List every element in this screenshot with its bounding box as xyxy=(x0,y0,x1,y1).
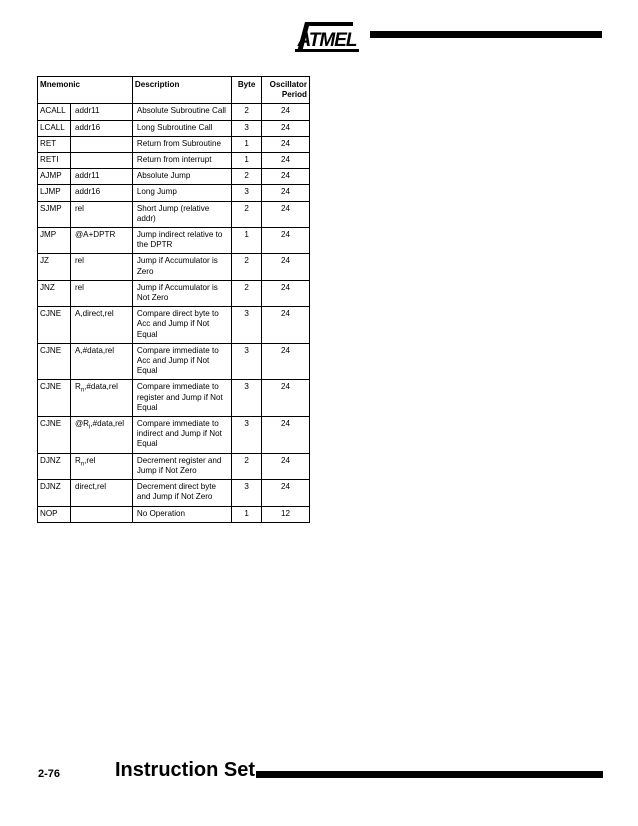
cell-byte: 1 xyxy=(232,506,262,522)
cell-operand: A,direct,rel xyxy=(70,307,132,344)
table-header-row xyxy=(38,77,310,104)
cell-oscillator-period: 24 xyxy=(262,228,310,254)
cell-oscillator-period: 24 xyxy=(262,185,310,201)
cell-byte: 2 xyxy=(232,104,262,120)
cell-description: Compare immediate to indirect and Jump if Not Equal xyxy=(132,417,231,454)
table-row xyxy=(38,169,310,185)
cell-oscillator-period: 24 xyxy=(262,254,310,280)
cell-oscillator-period: 24 xyxy=(262,169,310,185)
cell-byte: 3 xyxy=(232,417,262,454)
cell-mnemonic: JZ xyxy=(38,254,71,280)
table-row xyxy=(38,254,310,280)
cell-mnemonic: ACALL xyxy=(38,104,71,120)
cell-oscillator-period: 12 xyxy=(262,506,310,522)
cell-operand: addr16 xyxy=(70,185,132,201)
cell-byte: 1 xyxy=(232,228,262,254)
header-rule xyxy=(370,31,602,38)
cell-oscillator-period: 24 xyxy=(262,480,310,506)
cell-description: Compare immediate to register and Jump if Not Equal xyxy=(132,380,231,417)
cell-mnemonic: AJMP xyxy=(38,169,71,185)
operand-prefix: @R xyxy=(74,419,90,429)
table-row xyxy=(38,185,310,201)
table-row xyxy=(38,136,310,152)
cell-oscillator-period: 24 xyxy=(262,153,310,169)
cell-description: Long Subroutine Call xyxy=(132,120,231,136)
cell-operand xyxy=(70,380,132,417)
operand-prefix: R xyxy=(74,455,81,465)
table-row xyxy=(38,380,310,417)
cell-byte: 2 xyxy=(232,201,262,227)
cell-oscillator-period: 24 xyxy=(262,120,310,136)
cell-operand: addr16 xyxy=(70,120,132,136)
header-byte: Byte xyxy=(232,77,262,104)
operand-prefix: R xyxy=(74,382,81,392)
cell-byte: 3 xyxy=(232,343,262,380)
cell-oscillator-period: 24 xyxy=(262,280,310,306)
cell-oscillator-period: 24 xyxy=(262,307,310,344)
cell-operand xyxy=(70,417,132,454)
cell-mnemonic: RETI xyxy=(38,153,71,169)
table-body xyxy=(38,104,310,522)
cell-operand xyxy=(70,153,132,169)
cell-operand: @A+DPTR xyxy=(70,228,132,254)
operand-suffix: ,rel xyxy=(84,455,96,465)
cell-description: Compare immediate to Acc and Jump if Not Equal xyxy=(132,343,231,380)
cell-mnemonic: LCALL xyxy=(38,120,71,136)
table-row xyxy=(38,201,310,227)
table-row xyxy=(38,104,310,120)
footer-title: Instruction Set xyxy=(115,759,256,781)
footer-rule xyxy=(256,771,603,778)
cell-oscillator-period: 24 xyxy=(262,417,310,454)
cell-mnemonic: DJNZ xyxy=(38,453,71,479)
cell-operand: addr11 xyxy=(70,169,132,185)
table-row xyxy=(38,343,310,380)
cell-description: Return from interrupt xyxy=(132,153,231,169)
cell-mnemonic: SJMP xyxy=(38,201,71,227)
cell-byte: 3 xyxy=(232,185,262,201)
cell-operand: direct,rel xyxy=(70,480,132,506)
instruction-table xyxy=(37,76,310,523)
header-oscillator-period xyxy=(262,77,310,104)
header-description: Description xyxy=(132,77,231,104)
header-mnemonic: Mnemonic xyxy=(38,77,133,104)
cell-byte: 3 xyxy=(232,120,262,136)
cell-operand: rel xyxy=(70,254,132,280)
cell-description: Jump indirect relative to the DPTR xyxy=(132,228,231,254)
cell-oscillator-period: 24 xyxy=(262,453,310,479)
cell-description: Decrement register and Jump if Not Zero xyxy=(132,453,231,479)
operand-subscript: n xyxy=(80,461,85,468)
cell-byte: 3 xyxy=(232,380,262,417)
cell-description: Absolute Jump xyxy=(132,169,231,185)
cell-description: Return from Subroutine xyxy=(132,136,231,152)
cell-operand xyxy=(70,506,132,522)
cell-oscillator-period: 24 xyxy=(262,136,310,152)
operand-suffix: ,#data,rel xyxy=(84,382,118,392)
cell-byte: 1 xyxy=(232,136,262,152)
atmel-logo xyxy=(293,18,361,54)
table-row xyxy=(38,453,310,479)
cell-oscillator-period: 24 xyxy=(262,380,310,417)
cell-description: Decrement direct byte and Jump if Not Zero xyxy=(132,480,231,506)
cell-byte: 3 xyxy=(232,480,262,506)
table-row xyxy=(38,506,310,522)
cell-description: No Operation xyxy=(132,506,231,522)
operand-suffix: ,#data,rel xyxy=(90,419,125,429)
header-osc-line1: Oscillator xyxy=(269,80,307,89)
cell-mnemonic: CJNE xyxy=(38,417,71,454)
page-number: 2-76 xyxy=(38,768,61,780)
cell-mnemonic: LJMP xyxy=(38,185,71,201)
cell-mnemonic: DJNZ xyxy=(38,480,71,506)
cell-description: Jump if Accumulator is Zero xyxy=(132,254,231,280)
table-row xyxy=(38,120,310,136)
cell-mnemonic: CJNE xyxy=(38,343,71,380)
table-row xyxy=(38,480,310,506)
logo-text: ATMEL xyxy=(297,30,357,51)
cell-byte: 1 xyxy=(232,153,262,169)
cell-byte: 2 xyxy=(232,169,262,185)
cell-mnemonic: JNZ xyxy=(38,280,71,306)
cell-description: Short Jump (relative addr) xyxy=(132,201,231,227)
table-row xyxy=(38,228,310,254)
cell-operand xyxy=(70,453,132,479)
cell-operand: addr11 xyxy=(70,104,132,120)
cell-operand: rel xyxy=(70,280,132,306)
cell-mnemonic: NOP xyxy=(38,506,71,522)
cell-byte: 2 xyxy=(232,254,262,280)
cell-description: Jump if Accumulator is Not Zero xyxy=(132,280,231,306)
cell-description: Long Jump xyxy=(132,185,231,201)
table-row xyxy=(38,153,310,169)
cell-byte: 2 xyxy=(232,453,262,479)
table-row xyxy=(38,417,310,454)
table-row xyxy=(38,280,310,306)
operand-subscript: n xyxy=(80,388,85,395)
cell-operand xyxy=(70,136,132,152)
header-osc-line2: Period xyxy=(281,90,307,100)
cell-byte: 2 xyxy=(232,280,262,306)
cell-oscillator-period: 24 xyxy=(262,343,310,380)
cell-operand: A,#data,rel xyxy=(70,343,132,380)
cell-byte: 3 xyxy=(232,307,262,344)
cell-operand: rel xyxy=(70,201,132,227)
cell-description: Absolute Subroutine Call xyxy=(132,104,231,120)
cell-description: Compare direct byte to Acc and Jump if Not Equal xyxy=(132,307,231,344)
table-row xyxy=(38,307,310,344)
cell-mnemonic: JMP xyxy=(38,228,71,254)
cell-mnemonic: CJNE xyxy=(38,380,71,417)
operand-subscript: i xyxy=(89,424,91,431)
cell-mnemonic: RET xyxy=(38,136,71,152)
cell-oscillator-period: 24 xyxy=(262,201,310,227)
cell-oscillator-period: 24 xyxy=(262,104,310,120)
cell-mnemonic: CJNE xyxy=(38,307,71,344)
